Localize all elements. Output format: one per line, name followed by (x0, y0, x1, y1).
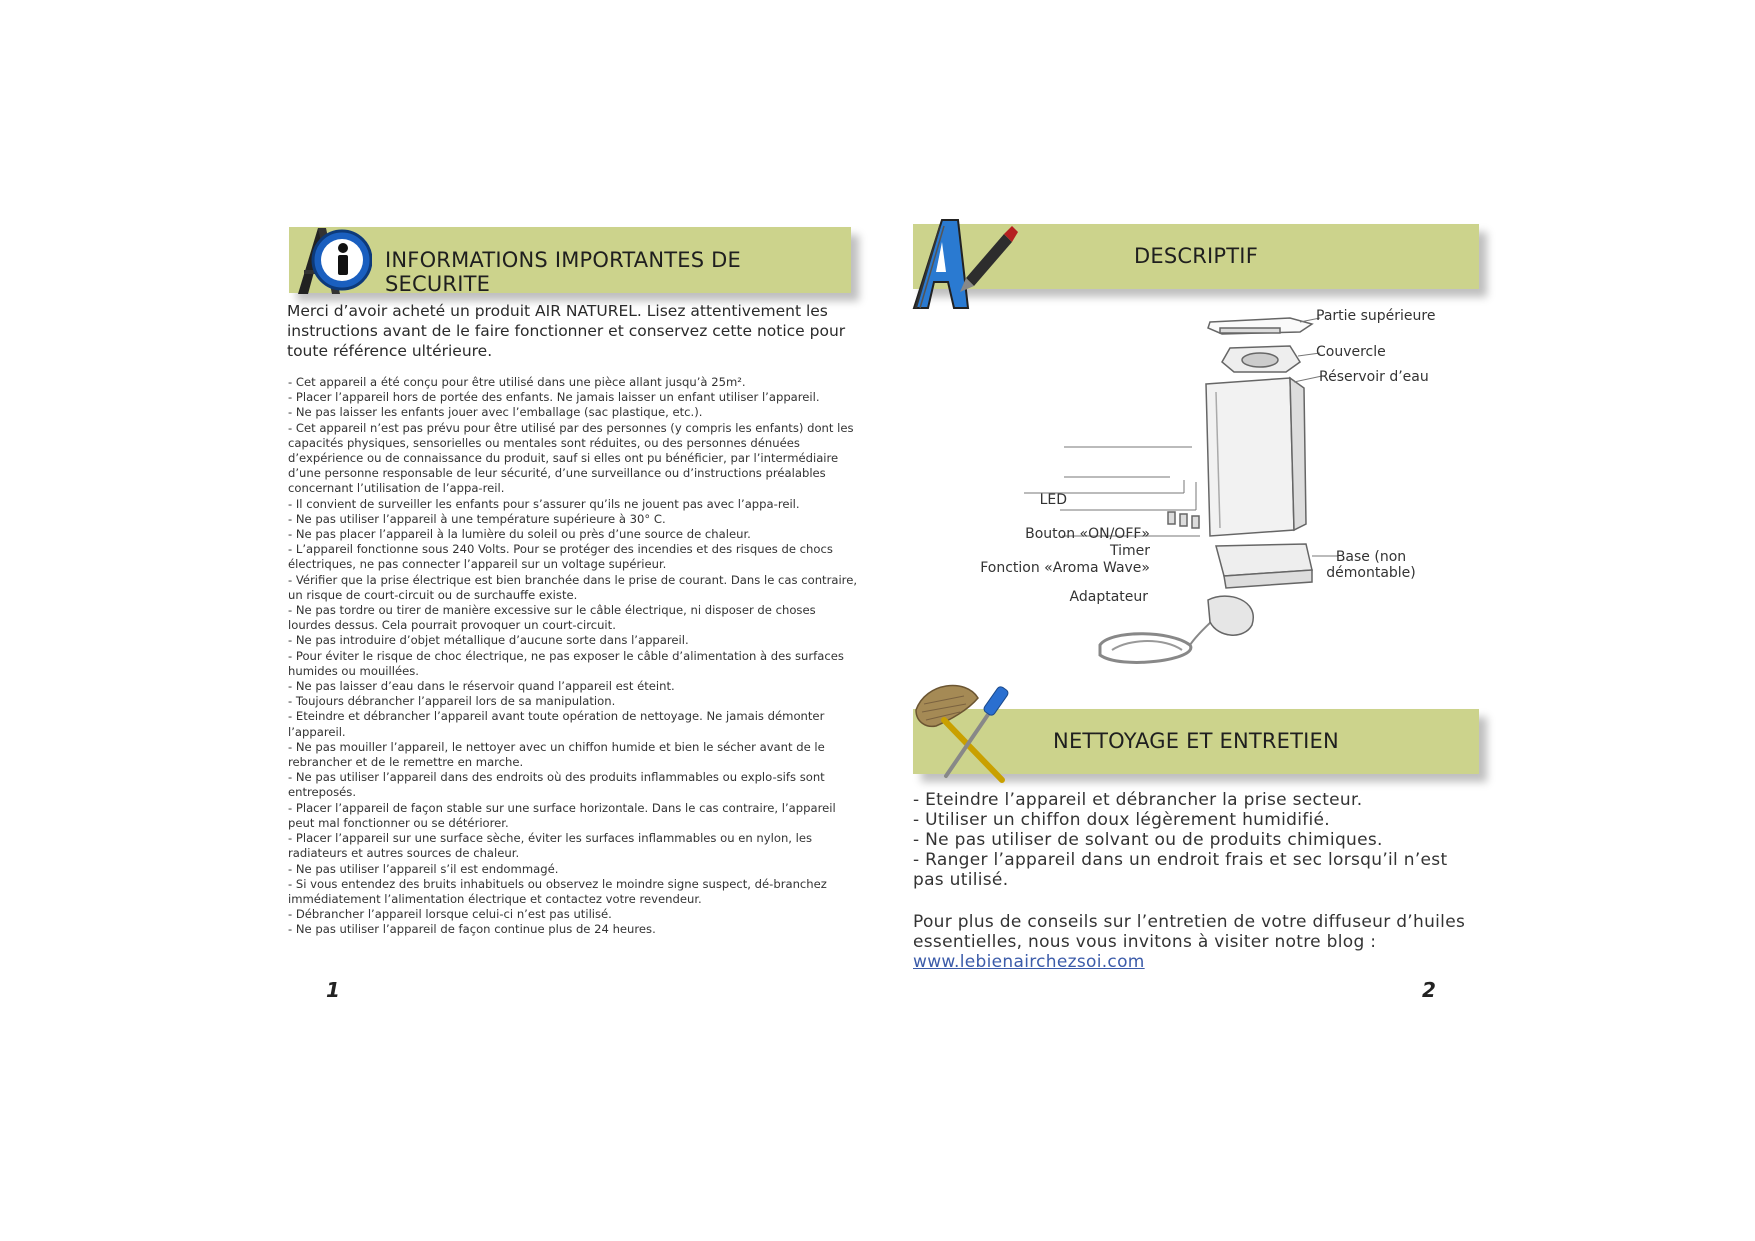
cleaning-item: - Ne pas utiliser de solvant ou de produits chimiques. (913, 830, 1383, 850)
cleaning-item: - Ranger l’appareil dans un endroit frais et sec lorsqu’il n’est pas utilisé. (913, 850, 1448, 890)
cleaning-item: - Utiliser un chiffon doux légèrement humidifié. (913, 810, 1330, 830)
label-timer: Timer (1109, 543, 1150, 559)
safety-item: - Ne pas laisser d’eau dans le réservoir quand l’appareil est éteint. (288, 679, 675, 694)
safety-item: - Ne pas introduire d’objet métallique d’aucune sorte dans l’appareil. (288, 633, 689, 648)
label-adapter: Adaptateur (1069, 589, 1148, 605)
safety-item: - Ne pas mouiller l’appareil, le nettoyer avec un chiffon humide et bien le sécher avant de le rebrancher et de le remettre en marche. (288, 739, 825, 770)
safety-item: - Eteindre et débrancher l’appareil avant toute opération de nettoyage. Ne jamais démonter l’appareil. (288, 709, 825, 739)
safety-banner (289, 227, 851, 296)
intro-text: Merci d’avoir acheté un produit AIR NATUREL. Lisez attentivement les instructions avant de le faire fonctionner et conservez cette notice pour toute référence ultérieure. (287, 302, 846, 360)
safety-item: - Vérifier que la prise électrique est bien branchée dans le prise de courant. Dans le cas contraire, un risque de court-circuit ou de surchauffe existe. (288, 572, 858, 602)
label-base-line1: Base (non (1335, 549, 1407, 565)
label-top: Partie supérieure (1316, 308, 1436, 324)
label-button: Bouton «ON/OFF» (1025, 526, 1150, 542)
safety-item: - Débrancher l’appareil lorsque celui-ci n’est pas utilisé. (288, 907, 612, 922)
safety-item: - Ne pas utiliser l’appareil dans des endroits où des produits inflammables ou explo-sifs sont entreposés. (288, 770, 825, 800)
safety-item: - Ne pas utiliser l’appareil de façon continue plus de 24 heures. (288, 922, 656, 937)
diffuser-illustration (1100, 318, 1312, 662)
label-led: LED (1039, 492, 1067, 508)
cleaning-item: - Eteindre l’appareil et débrancher la prise secteur. (913, 790, 1363, 810)
safety-item: - Placer l’appareil de façon stable sur une surface horizontale. Dans le cas contraire, l’appareil peut mal fonctionner ou se détériorer. (288, 800, 836, 830)
safety-item: - Placer l’appareil sur une surface sèche, éviter les surfaces inflammables ou en nylon, les radiateurs et autres sources de chaleur. (288, 831, 813, 861)
safety-list (288, 375, 858, 938)
safety-item: - Placer l’appareil hors de portée des enfants. Ne jamais laisser un enfant utiliser l’appareil. (288, 390, 820, 405)
label-cover: Couvercle (1316, 344, 1386, 360)
safety-item: - Il convient de surveiller les enfants pour s’assurer qu’ils ne jouent pas avec l’appa-reil. (288, 496, 800, 511)
info-icon (292, 224, 372, 298)
safety-title: INFORMATIONS IMPORTANTES DE SECURITE (385, 248, 742, 296)
safety-item: - Ne pas tordre ou tirer de manière excessive sur le câble électrique, ni disposer de choses lourdes dessus. Cela pourrait provoquer un court-circuit. (288, 603, 816, 633)
safety-item: - L’appareil fonctionne sous 240 Volts. Pour se protéger des incendies et des risques de chocs électriques, ne pas connecter l’appareil sur un voltage supérieur. (288, 542, 833, 572)
descriptif-title: DESCRIPTIF (1134, 244, 1258, 268)
label-base-line2: démontable) (1326, 565, 1416, 581)
safety-item: - Ne pas utiliser l’appareil à une température supérieure à 30° C. (288, 511, 666, 526)
safety-item: - Ne pas placer l’appareil à la lumière du soleil ou près d’une source de chaleur. (288, 527, 751, 542)
safety-item: - Cet appareil a été conçu pour être utilisé dans une pièce allant jusqu’à 25m². (288, 375, 746, 389)
safety-item: - Ne pas laisser les enfants jouer avec l’emballage (sac plastique, etc.). (288, 405, 703, 420)
safety-item: - Cet appareil n’est pas prévu pour être utilisé par des personnes (y compris les enfants) dont les capacités physiques, sensorielles ou mentales sont réduites, ou des personnes dénuées d’expérience ou de connaissance du produit, sauf si elles ont pu bénéficier, par l’intermédiaire d’une personne responsable de leur sécurité, d’une surveillance ou d’instructions préalables concernant l’utilisation de l’appa-reil. (288, 420, 854, 496)
blog-link[interactable]: www.lebienairchezsoi.com (913, 952, 1145, 972)
label-tank: Réservoir d’eau (1319, 369, 1429, 385)
blog-text: Pour plus de conseils sur l’entretien de votre diffuseur d’huiles essentielles, nous vous invitons à visiter notre blog : (913, 912, 1466, 952)
duster-screwdriver-icon (906, 680, 1016, 784)
cleaning-title: NETTOYAGE ET ENTRETIEN (1053, 729, 1339, 753)
safety-item: - Ne pas utiliser l’appareil s’il est endommagé. (288, 861, 559, 876)
page-number-1: 1 (326, 978, 340, 1002)
safety-item: - Si vous entendez des bruits inhabituels ou observez le moindre signe suspect, dé-branchez immédiatement l’alimentation électrique et contactez votre revendeur. (288, 876, 827, 906)
safety-item: - Toujours débrancher l’appareil lors de sa manipulation. (288, 694, 616, 709)
safety-item: - Pour éviter le risque de choc électrique, ne pas exposer le câble d’alimentation à des surfaces humides ou mouillées. (288, 648, 844, 678)
letter-a-pen-icon (908, 212, 1018, 312)
label-aroma: Fonction «Aroma Wave» (980, 560, 1150, 576)
page-number-2: 2 (1422, 978, 1436, 1002)
cleaning-list (913, 790, 1483, 890)
blog-paragraph (913, 912, 1483, 972)
